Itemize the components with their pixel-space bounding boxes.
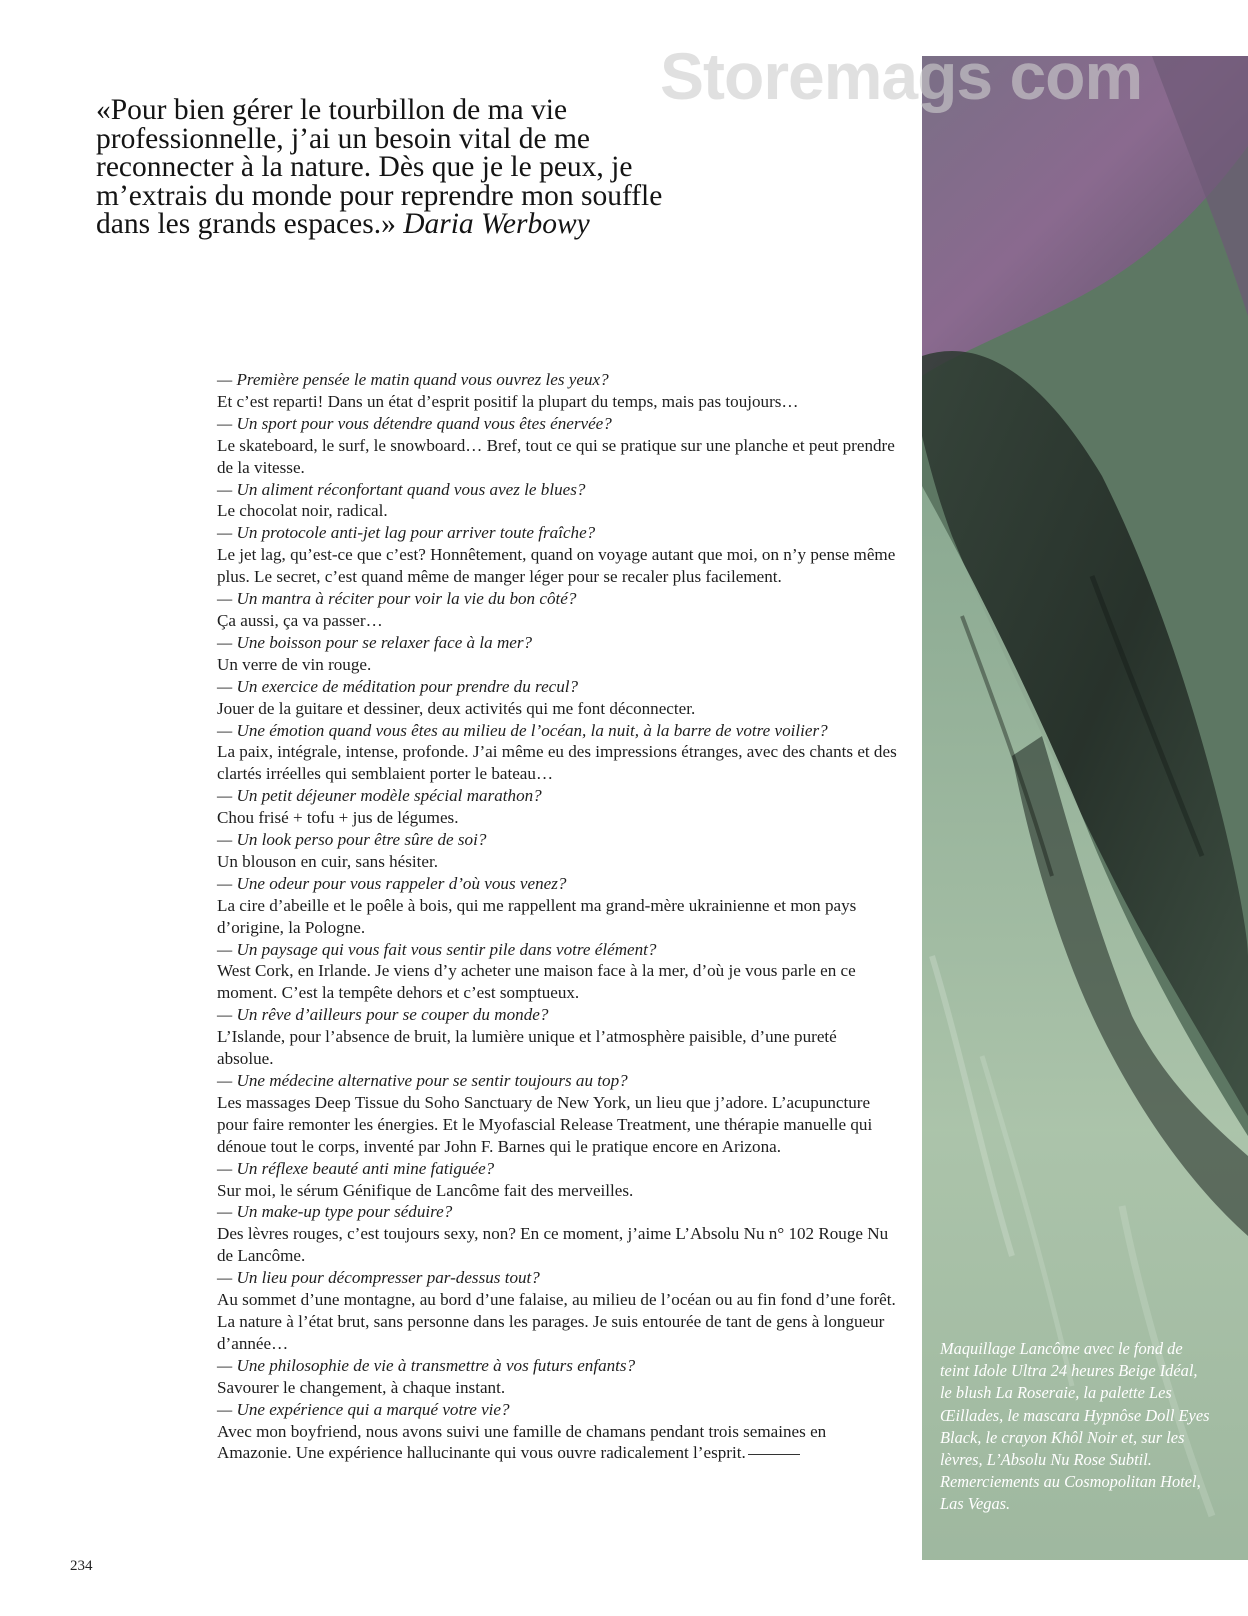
interview-answer: Ça aussi, ça va passer… [217, 610, 383, 630]
interview-answer: Savourer le changement, à chaque instant. [217, 1377, 506, 1397]
interview-answer-text: Avec mon boyfriend, nous avons suivi une famille de chamans pendant trois semaines en Amazonie. Une expérience hallucinante qui vous ouvre radicalement l’esprit. [217, 1421, 827, 1463]
interview-answer: Un verre de vin rouge. [217, 654, 372, 674]
interview-question: — Une émotion quand vous êtes au milieu de l’océan, la nuit, à la barre de votre voilier? [217, 720, 828, 740]
interview-question: — Une odeur pour vous rappeler d’où vous venez? [217, 873, 567, 893]
interview-question: — Un mantra à réciter pour voir la vie du bon côté? [217, 589, 577, 609]
interview-answer: Un blouson en cuir, sans hésiter. [217, 851, 439, 871]
interview-answer: Et c’est reparti! Dans un état d’esprit positif la plupart du temps, mais pas toujours… [217, 391, 799, 411]
interview-question: — Un look perso pour être sûre de soi? [217, 830, 487, 850]
photo-caption: Maquillage Lancôme avec le fond de teint Idole Ultra 24 heures Beige Idéal, le blush La Roseraie, la palette Les Œillades, le mascara Hypnôse Doll Eyes Black, le crayon Khôl Noir et, sur les lèvres, L’Absolu Nu Rose Subtil. Remerciements au Cosmopolitan Hotel, Las Vegas. [940, 1339, 1210, 1514]
interview-answer: La cire d’abeille et le poêle à bois, qui me rappellent ma grand-mère ukrainienne et mon pays d’origine, la Pologne. [217, 895, 857, 937]
interview-question: — Un rêve d’ailleurs pour se couper du monde? [217, 1005, 549, 1025]
interview-answer: Le chocolat noir, radical. [217, 501, 388, 521]
interview-question: — Une expérience qui a marqué votre vie? [217, 1399, 510, 1419]
interview-answer: West Cork, en Irlande. Je viens d’y acheter une maison face à la mer, d’où je vous parle en ce moment. C’est la tempête dehors et c’est somptueux. [217, 961, 856, 1003]
interview-answer: Les massages Deep Tissue du Soho Sanctuary de New York, un lieu que j’adore. L’acupuncture pour faire remonter les énergies. Et le Myofascial Release Treatment, une thérapie manuelle qui dénoue tout le corps, inventé par John F. Barnes qui le pratique encore en Arizona. [217, 1092, 873, 1156]
interview-answer: Le skateboard, le surf, le snowboard… Bref, tout ce qui se pratique sur une planche et peut prendre de la vitesse. [217, 435, 895, 477]
interview-answer: L’Islande, pour l’absence de bruit, la lumière unique et l’atmosphère paisible, d’une pureté absolue. [217, 1027, 837, 1069]
interview-answer: Sur moi, le sérum Génifique de Lancôme fait des merveilles. [217, 1180, 634, 1200]
interview-answer: Le jet lag, qu’est-ce que c’est? Honnêtement, quand on voyage autant que moi, on n’y pense même plus. Le secret, c’est quand même de manger léger pour se recaler plus facilement. [217, 545, 896, 587]
interview-body [217, 369, 897, 1464]
interview-answer: Des lèvres rouges, c’est toujours sexy, non? En ce moment, j’aime L’Absolu Nu n° 102 Rouge Nu de Lancôme. [217, 1224, 889, 1266]
pull-quote-author: Daria Werbowy [403, 208, 590, 240]
pull-quote [96, 96, 696, 239]
interview-question: — Une boisson pour se relaxer face à la mer? [217, 632, 533, 652]
interview-question: — Première pensée le matin quand vous ouvrez les yeux? [217, 370, 609, 389]
interview-answer: Jouer de la guitare et dessiner, deux activités qui me font déconnecter. [217, 698, 696, 718]
interview-question: — Un protocole anti-jet lag pour arriver toute fraîche? [217, 523, 596, 543]
interview-answer: La paix, intégrale, intense, profonde. J’ai même eu des impressions étranges, avec des chants et des clartés irréelles qui semblaient porter le bateau… [217, 742, 897, 784]
interview-question: — Une philosophie de vie à transmettre à vos futurs enfants? [217, 1355, 636, 1375]
interview-answer: Au sommet d’une montagne, au bord d’une falaise, au milieu de l’océan ou au fin fond d’une forêt. La nature à l’état brut, sans personne dans les parages. Je suis entourée de tant de gens à longueur d’année… [217, 1290, 896, 1353]
interview-question: — Un sport pour vous détendre quand vous êtes énervée? [217, 413, 612, 433]
interview-question: — Un lieu pour décompresser par-dessus tout? [217, 1268, 540, 1288]
interview-question: — Un exercice de méditation pour prendre du recul? [217, 676, 579, 696]
interview-question: — Un réflexe beauté anti mine fatiguée? [217, 1158, 495, 1178]
watermark: Storemags com [660, 39, 1143, 113]
interview-answer-last [217, 1421, 897, 1465]
fur-photograph [922, 56, 1248, 1560]
page-number: 234 [70, 1558, 93, 1574]
interview-answer: Chou frisé + tofu + jus de légumes. [217, 808, 459, 828]
pull-quote-text: «Pour bien gérer le tourbillon de ma vie professionnelle, j’ai un besoin vital de me reconnecter à la nature. Dès que je le peux, je m’extrais du monde pour reprendre mon souffle dans les grands espaces.» [96, 94, 663, 240]
interview-question: — Un make-up type pour séduire? [217, 1202, 453, 1222]
interview-question: — Une médecine alternative pour se sentir toujours au top? [217, 1071, 628, 1090]
interview-question: — Un paysage qui vous fait vous sentir pile dans votre élément? [217, 939, 657, 959]
end-mark-rule [748, 1454, 800, 1455]
fur-photograph-art [922, 56, 1248, 1560]
interview-question: — Un petit déjeuner modèle spécial marathon? [217, 786, 542, 806]
interview-question: — Un aliment réconfortant quand vous avez le blues? [217, 479, 586, 499]
